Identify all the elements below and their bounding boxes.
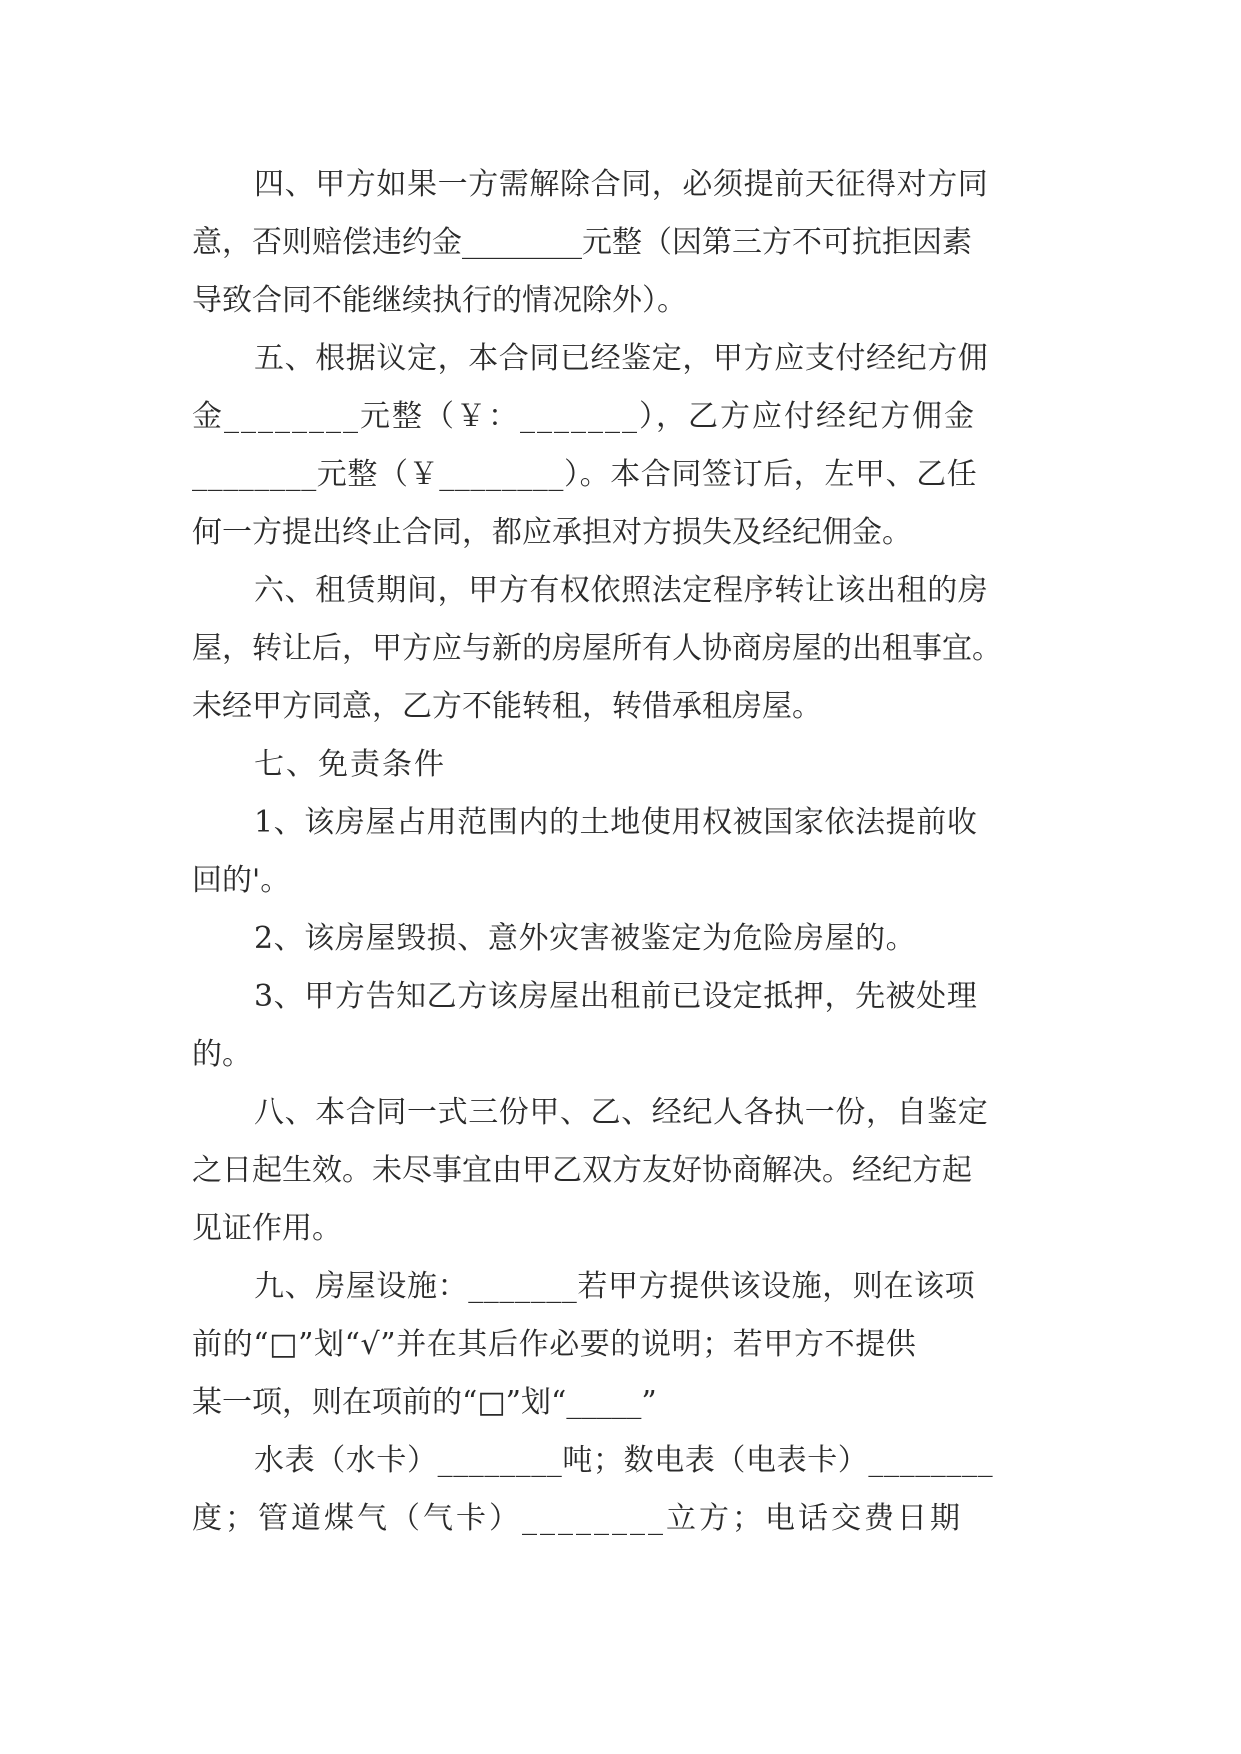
text-line: 的。 <box>192 1037 252 1072</box>
text-line: 度；管道煤气（气卡）________立方；电话交费日期 <box>192 1501 963 1536</box>
text-line: 前的“□”划“√”并在其后作必要的说明；若甲方不提供 <box>192 1327 917 1362</box>
text-line: 未经甲方同意，乙方不能转租，转借承租房屋。 <box>192 689 822 724</box>
text-line: 见证作用。 <box>192 1211 342 1246</box>
text-line: 五、根据议定，本合同已经鉴定，甲方应支付经纪方佣 <box>254 341 989 376</box>
text-line: 3、甲方告知乙方该房屋出租前已设定抵押，先被处理 <box>254 979 978 1014</box>
text-line: 导致合同不能继续执行的情况除外）。 <box>192 283 687 318</box>
text-line: 六、租赁期间，甲方有权依照法定程序转让该出租的房 <box>254 573 989 608</box>
text-line: 四、甲方如果一方需解除合同，必须提前天征得对方同 <box>254 167 989 202</box>
text-line: 七、免责条件 <box>254 747 446 782</box>
text-line: 1、该房屋占用范围内的土地使用权被国家依法提前收 <box>254 805 978 840</box>
text-line: 回的'。 <box>192 863 291 898</box>
text-line: 之日起生效。未尽事宜由甲乙双方友好协商解决。经纪方起 <box>192 1153 972 1188</box>
text-line: 八、本合同一式三份甲、乙、经纪人各执一份，自鉴定 <box>254 1095 989 1130</box>
text-line: 金________元整（￥：_______），乙方应付经纪方佣金 <box>192 399 976 434</box>
text-line: 屋，转让后，甲方应与新的房屋所有人协商房屋的出租事宜。 <box>192 631 1002 666</box>
text-line: 某一项，则在项前的“□”划“_____” <box>192 1385 657 1420</box>
text-line: 2、该房屋毁损、意外灾害被鉴定为危险房屋的。 <box>254 921 917 956</box>
text-line: ________元整（￥________）。本合同签订后，左甲、乙任 <box>192 457 978 492</box>
text-line: 意，否则赔偿违约金________元整（因第三方不可抗拒因素 <box>192 225 972 260</box>
text-line: 何一方提出终止合同，都应承担对方损失及经纪佣金。 <box>192 515 912 550</box>
text-line: 水表（水卡）________吨；数电表（电表卡）________ <box>254 1443 994 1478</box>
text-line: 九、房屋设施：_______若甲方提供该设施，则在该项 <box>254 1269 976 1304</box>
